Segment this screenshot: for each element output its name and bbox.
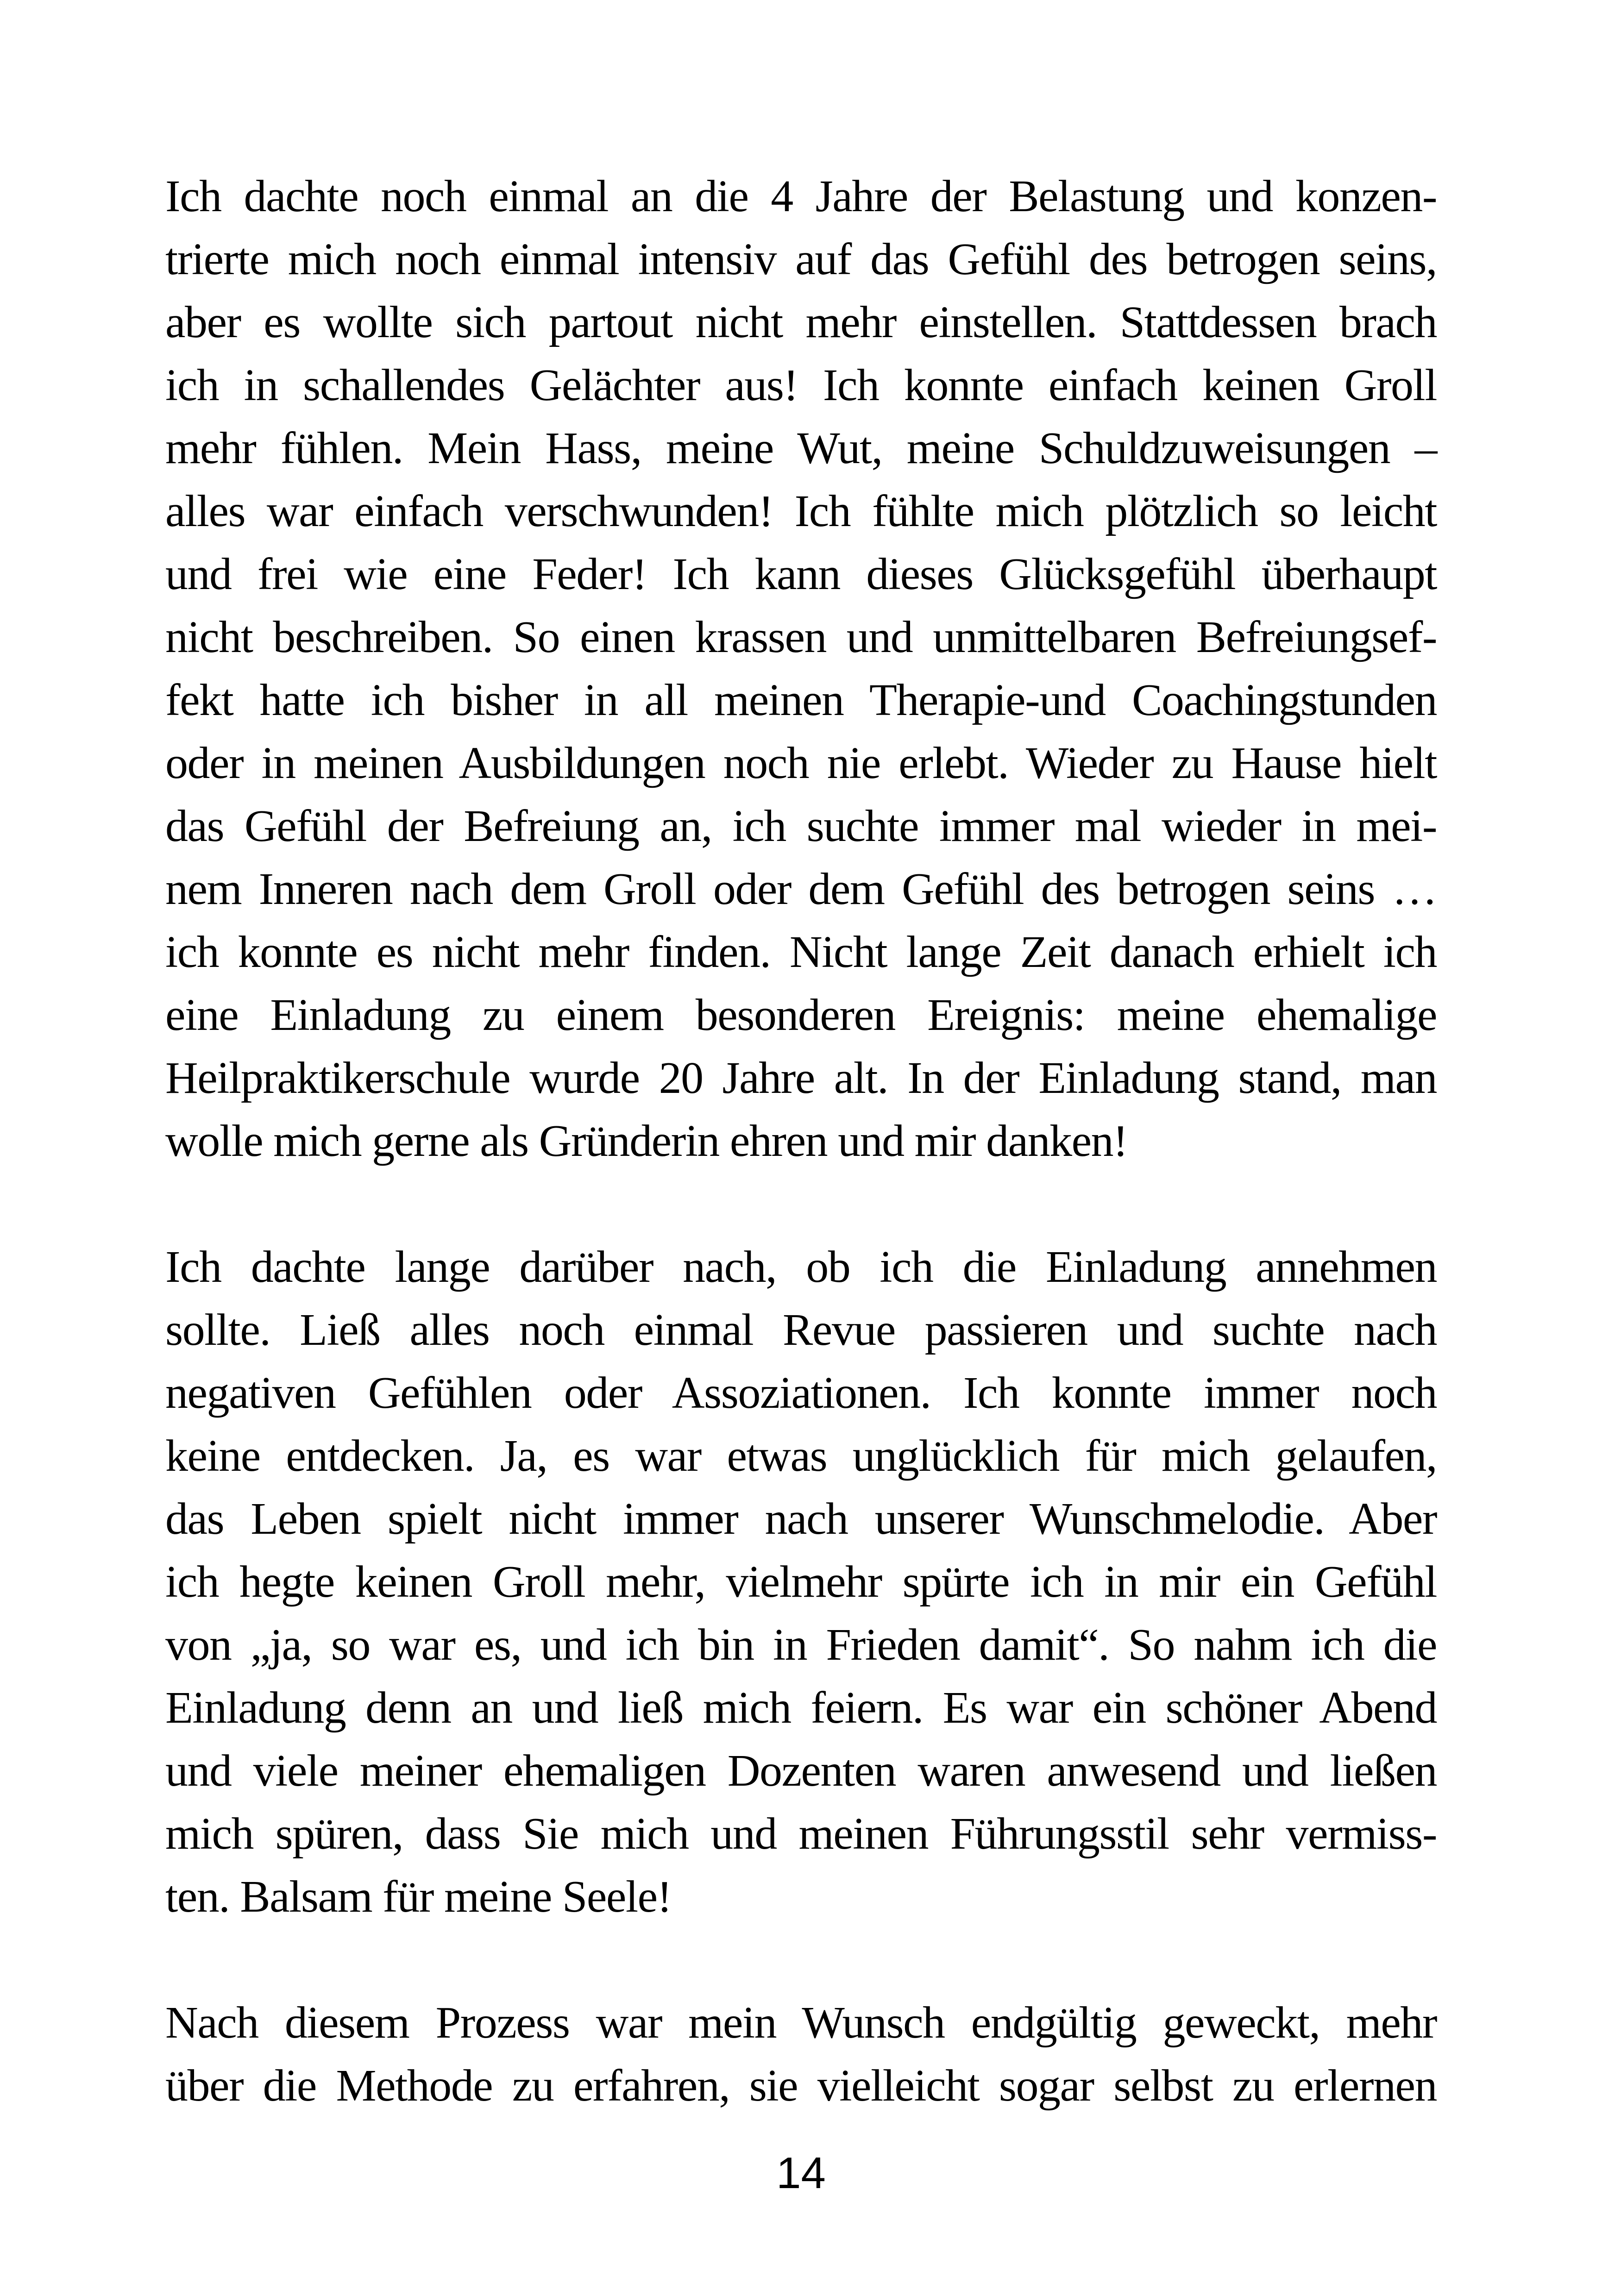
text-line: keine entdecken. Ja, es war etwas unglücklich für mich gelaufen,: [165, 1431, 1437, 1481]
text-line: Ich dachte noch einmal an die 4 Jahre der Belastung und konzen-: [165, 171, 1437, 221]
text-line: mehr fühlen. Mein Hass, meine Wut, meine Schuldzuweisungen –: [165, 423, 1437, 473]
text-line: und viele meiner ehemaligen Dozenten waren anwesend und ließen: [165, 1746, 1437, 1796]
text-line: über die Methode zu erfahren, sie vielleicht sogar selbst zu erlernen: [165, 2061, 1437, 2111]
page-number: 14: [776, 2148, 826, 2198]
text-line: mich spüren, dass Sie mich und meinen Führungsstil sehr vermiss-: [165, 1809, 1437, 1859]
text-line: von „ja, so war es, und ich bin in Frieden damit“. So nahm ich die: [165, 1620, 1437, 1670]
text-line: alles war einfach verschwunden! Ich fühlte mich plötzlich so leicht: [165, 486, 1437, 536]
text-line: ich hegte keinen Groll mehr, vielmehr spürte ich in mir ein Gefühl: [165, 1557, 1437, 1607]
text-line: eine Einladung zu einem besonderen Ereignis: meine ehemalige: [165, 990, 1437, 1040]
text-line: trierte mich noch einmal intensiv auf das Gefühl des betrogen seins,: [165, 234, 1437, 284]
text-line: nem Inneren nach dem Groll oder dem Gefühl des betrogen seins …: [165, 864, 1437, 914]
text-line: sollte. Ließ alles noch einmal Revue passieren und suchte nach: [165, 1305, 1437, 1355]
paragraph: [165, 165, 1437, 1173]
text-line: ich in schallendes Gelächter aus! Ich konnte einfach keinen Groll: [165, 360, 1437, 410]
text-line: negativen Gefühlen oder Assoziationen. Ich konnte immer noch: [165, 1368, 1437, 1418]
text-line: nicht beschreiben. So einen krassen und unmittelbaren Befreiungsef-: [165, 612, 1437, 662]
text-line: Heilpraktikerschule wurde 20 Jahre alt. In der Einladung stand, man: [165, 1053, 1437, 1103]
text-line: ten. Balsam für meine Seele!: [165, 1872, 672, 1922]
text-line: das Gefühl der Befreiung an, ich suchte immer mal wieder in mei-: [165, 801, 1437, 851]
text-line: Nach diesem Prozess war mein Wunsch endgültig geweckt, mehr: [165, 1998, 1437, 2048]
text-line: aber es wollte sich partout nicht mehr einstellen. Stattdessen brach: [165, 297, 1437, 347]
text-line: ich konnte es nicht mehr finden. Nicht lange Zeit danach erhielt ich: [165, 927, 1437, 977]
paragraph: [165, 1991, 1437, 2117]
text-line: oder in meinen Ausbildungen noch nie erlebt. Wieder zu Hause hielt: [165, 738, 1437, 788]
page-text: [165, 165, 1437, 2180]
text-line: wolle mich gerne als Gründerin ehren und mir danken!: [165, 1116, 1128, 1166]
text-line: Ich dachte lange darüber nach, ob ich die Einladung annehmen: [165, 1242, 1437, 1292]
text-line: und frei wie eine Feder! Ich kann dieses Glücksgefühl überhaupt: [165, 549, 1437, 599]
text-line: fekt hatte ich bisher in all meinen Therapie-und Coachingstunden: [165, 675, 1437, 725]
text-line: Einladung denn an und ließ mich feiern. Es war ein schöner Abend: [165, 1683, 1437, 1733]
text-line: das Leben spielt nicht immer nach unserer Wunschmelodie. Aber: [165, 1494, 1437, 1544]
paragraph: [165, 1236, 1437, 1928]
